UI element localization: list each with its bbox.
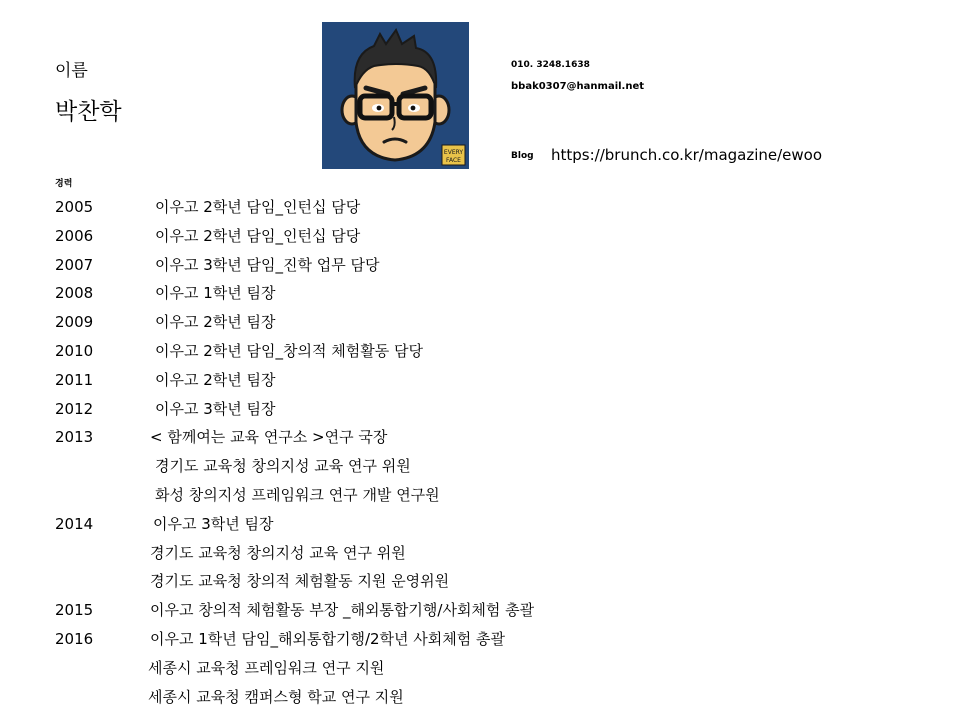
career-year: 2016 xyxy=(55,629,94,648)
svg-text:FACE: FACE xyxy=(446,157,461,164)
email-address: bbak0307@hanmail.net xyxy=(511,81,645,92)
name-value: 박찬학 xyxy=(55,99,122,125)
career-description: 경기도 교육청 창의지성 교육 연구 위원 xyxy=(155,457,411,476)
career-row xyxy=(0,399,960,428)
career-description: 이우고 3학년 팀장 xyxy=(155,399,276,418)
career-year: 2007 xyxy=(55,255,94,274)
career-row xyxy=(0,197,960,226)
career-year: 2010 xyxy=(55,341,94,360)
career-description: 경기도 교육청 창의지성 교육 연구 위원 xyxy=(150,543,406,562)
career-description: < 함께여는 교육 연구소 >연구 국장 xyxy=(150,428,388,447)
blog-url[interactable]: https://brunch.co.kr/magazine/ewoo xyxy=(551,146,823,164)
career-row xyxy=(0,255,960,284)
svg-text:EVERY: EVERY xyxy=(443,149,464,156)
career-year: 2006 xyxy=(55,226,94,245)
career-description: 경기도 교육청 창의적 체험활동 지원 운영위원 xyxy=(150,572,450,591)
blog-label: Blog xyxy=(511,151,534,161)
career-description: 이우고 창의적 체험활동 부장 _해외통합기행/사회체험 총괄 xyxy=(150,601,535,620)
career-row xyxy=(0,514,960,543)
name-label: 이름 xyxy=(55,61,88,81)
career-row xyxy=(0,658,960,687)
career-row xyxy=(0,226,960,255)
career-row xyxy=(0,427,960,456)
career-row xyxy=(0,571,960,600)
career-row xyxy=(0,341,960,370)
career-year: 2014 xyxy=(55,514,94,533)
career-description: 이우고 2학년 팀장 xyxy=(155,313,276,332)
career-row xyxy=(0,312,960,341)
career-year: 2012 xyxy=(55,399,94,418)
career-year: 2011 xyxy=(55,370,94,389)
career-description: 이우고 1학년 팀장 xyxy=(155,284,276,303)
cartoon-face-icon xyxy=(322,22,469,169)
career-description: 이우고 2학년 담임_인턴십 담당 xyxy=(155,198,361,216)
career-year: 2008 xyxy=(55,284,94,303)
career-row xyxy=(0,283,960,312)
career-description: 세종시 교육청 프레임워크 연구 지원 xyxy=(148,658,385,677)
career-row xyxy=(0,456,960,485)
career-description: 이우고 2학년 담임_인턴십 담당 xyxy=(155,226,361,245)
career-row xyxy=(0,543,960,572)
career-year: 2005 xyxy=(55,198,94,216)
career-list xyxy=(0,197,960,715)
career-description: 이우고 2학년 팀장 xyxy=(155,370,276,389)
career-description: 이우고 1학년 담임_해외통합기행/2학년 사회체험 총괄 xyxy=(150,629,506,648)
career-year: 2009 xyxy=(55,313,94,332)
career-row xyxy=(0,485,960,514)
career-description: 이우고 3학년 담임_진학 업무 담당 xyxy=(155,255,380,274)
career-description: 이우고 2학년 담임_창의적 체험활동 담당 xyxy=(155,341,423,360)
career-description: 이우고 3학년 팀장 xyxy=(153,514,274,533)
career-section-label: 경력 xyxy=(55,179,73,189)
career-row xyxy=(0,629,960,658)
career-description: 화성 창의지성 프레임워크 연구 개발 연구원 xyxy=(155,485,440,504)
career-year: 2013 xyxy=(55,428,94,447)
career-row xyxy=(0,600,960,629)
phone-number: 010. 3248.1638 xyxy=(511,60,590,70)
avatar xyxy=(322,22,469,169)
career-year: 2015 xyxy=(55,601,94,620)
career-description: 세종시 교육청 캠퍼스형 학교 연구 지원 xyxy=(148,687,404,706)
career-row xyxy=(0,687,960,716)
career-row xyxy=(0,370,960,399)
